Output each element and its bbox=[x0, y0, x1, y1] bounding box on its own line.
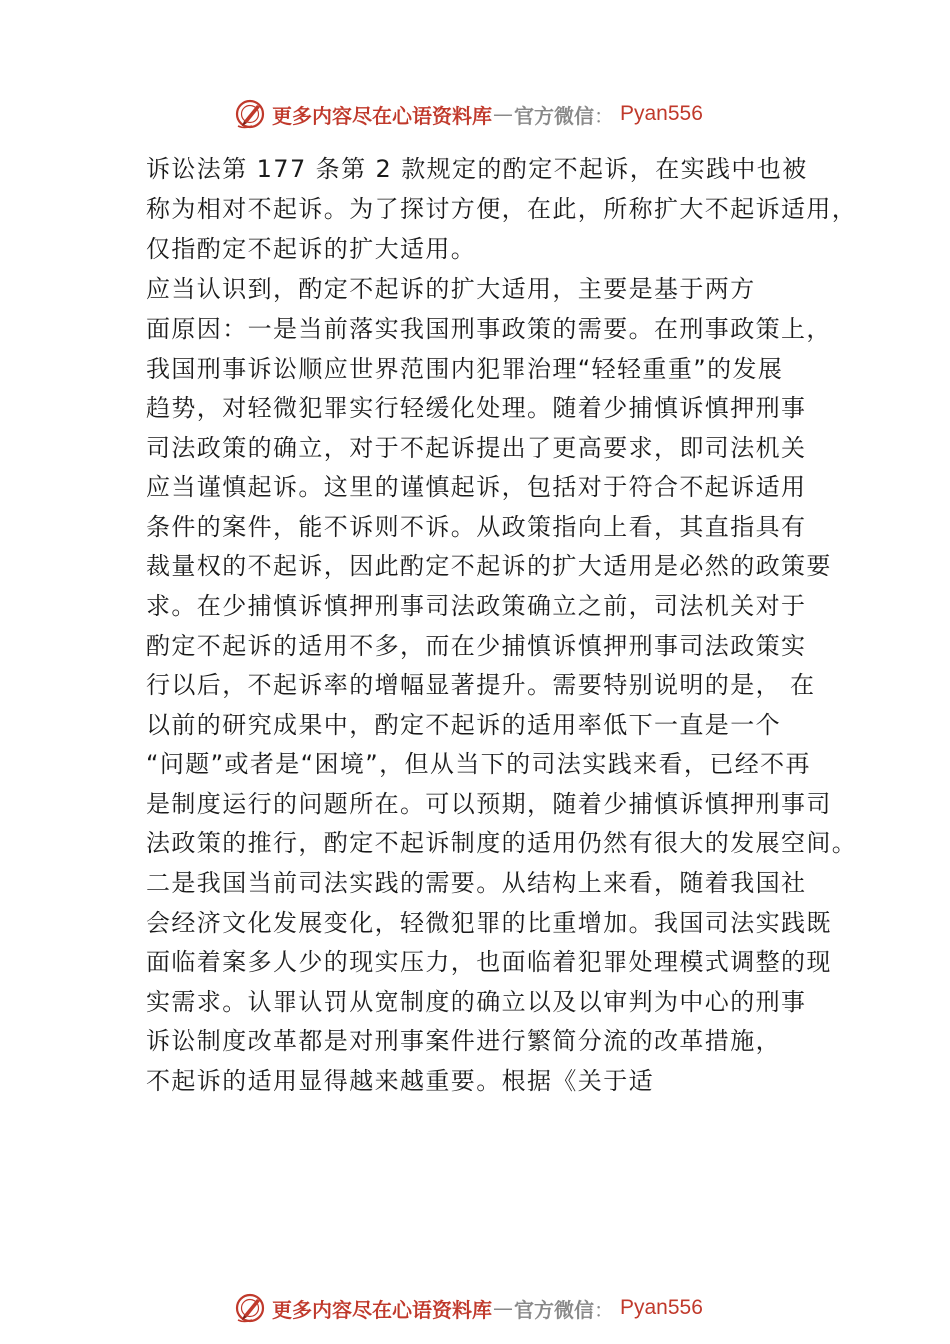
footer-slogan: 更多内容尽在心语资料库 bbox=[272, 1297, 492, 1322]
text-line: 趋势，对轻微犯罪实行轻缓化处理。随着少捕慎诉慎押刑事 bbox=[146, 394, 807, 422]
text-line: 二是我国当前司法实践的需要。从结构上来看，随着我国社 bbox=[146, 869, 807, 897]
text-line: 是制度运行的问题所在。可以预期，随着少捕慎诉慎押刑事司 bbox=[146, 790, 832, 818]
text-line: 会经济文化发展变化，轻微犯罪的比重增加。我国司法实践既 bbox=[146, 909, 832, 937]
text-line: 诉讼制度改革都是对刑事案件进行繁简分流的改革措施， bbox=[146, 1027, 781, 1055]
text-line: 仅指酌定不起诉的扩大适用。 bbox=[146, 235, 477, 263]
text-line: 实需求。认罪认罚从宽制度的确立以及以审判为中心的刑事 bbox=[146, 988, 807, 1016]
footer-separator: — bbox=[493, 1296, 513, 1320]
header-official-label: 官方微信 bbox=[514, 103, 594, 128]
text-line: 面临着案多人少的现实压力，也面临着犯罪处理模式调整的现 bbox=[146, 948, 832, 976]
text-line: 行以后，不起诉率的增幅显著提升。需要特别说明的是， 在 bbox=[146, 671, 816, 699]
header-slogan: 更多内容尽在心语资料库 bbox=[272, 103, 492, 128]
text-line: 以前的研究成果中，酌定不起诉的适用率低下一直是一个 bbox=[146, 711, 781, 739]
text-line: 法政策的推行，酌定不起诉制度的适用仍然有很大的发展空间。 bbox=[146, 829, 858, 857]
text-line: 条件的案件，能不诉则不诉。从政策指向上看，其直指具有 bbox=[146, 513, 807, 541]
pen-seal-logo-icon bbox=[232, 1290, 268, 1326]
text-line: 称为相对不起诉。为了探讨方便，在此，所称扩大不起诉适用， bbox=[146, 195, 858, 223]
text-line: 面原因：一是当前落实我国刑事政策的需要。在刑事政策上， bbox=[146, 315, 832, 343]
text-line: 我国刑事诉讼顺应世界范围内犯罪治理“轻轻重重”的发展 bbox=[146, 355, 784, 383]
text-line: 求。在少捕慎诉慎押刑事司法政策确立之前，司法机关对于 bbox=[146, 592, 807, 620]
header-separator: — bbox=[493, 102, 513, 126]
header-wechat-id: Pyan556 bbox=[620, 102, 703, 125]
text-line: 诉讼法第 177 条第 2 款规定的酌定不起诉，在实践中也被 bbox=[146, 155, 808, 183]
text-line: 酌定不起诉的适用不多，而在少捕慎诉慎押刑事司法政策实 bbox=[146, 632, 807, 660]
text-line: “问题”或者是“困境”，但从当下的司法实践来看，已经不再 bbox=[146, 750, 811, 778]
text-line: 司法政策的确立，对于不起诉提出了更高要求，即司法机关 bbox=[146, 434, 807, 462]
footer-colon: ： bbox=[594, 1297, 614, 1322]
footer-official-label: 官方微信 bbox=[514, 1297, 594, 1322]
text-line: 不起诉的适用显得越来越重要。根据《关于适 bbox=[146, 1067, 654, 1095]
footer-wechat-id: Pyan556 bbox=[620, 1296, 703, 1319]
text-line: 应当谨慎起诉。这里的谨慎起诉，包括对于符合不起诉适用 bbox=[146, 473, 807, 501]
footer-banner bbox=[232, 1290, 703, 1326]
text-line: 应当认识到，酌定不起诉的扩大适用，主要是基于两方 bbox=[146, 275, 756, 303]
header-colon: ： bbox=[594, 103, 614, 128]
text-line: 裁量权的不起诉，因此酌定不起诉的扩大适用是必然的政策要 bbox=[146, 552, 832, 580]
